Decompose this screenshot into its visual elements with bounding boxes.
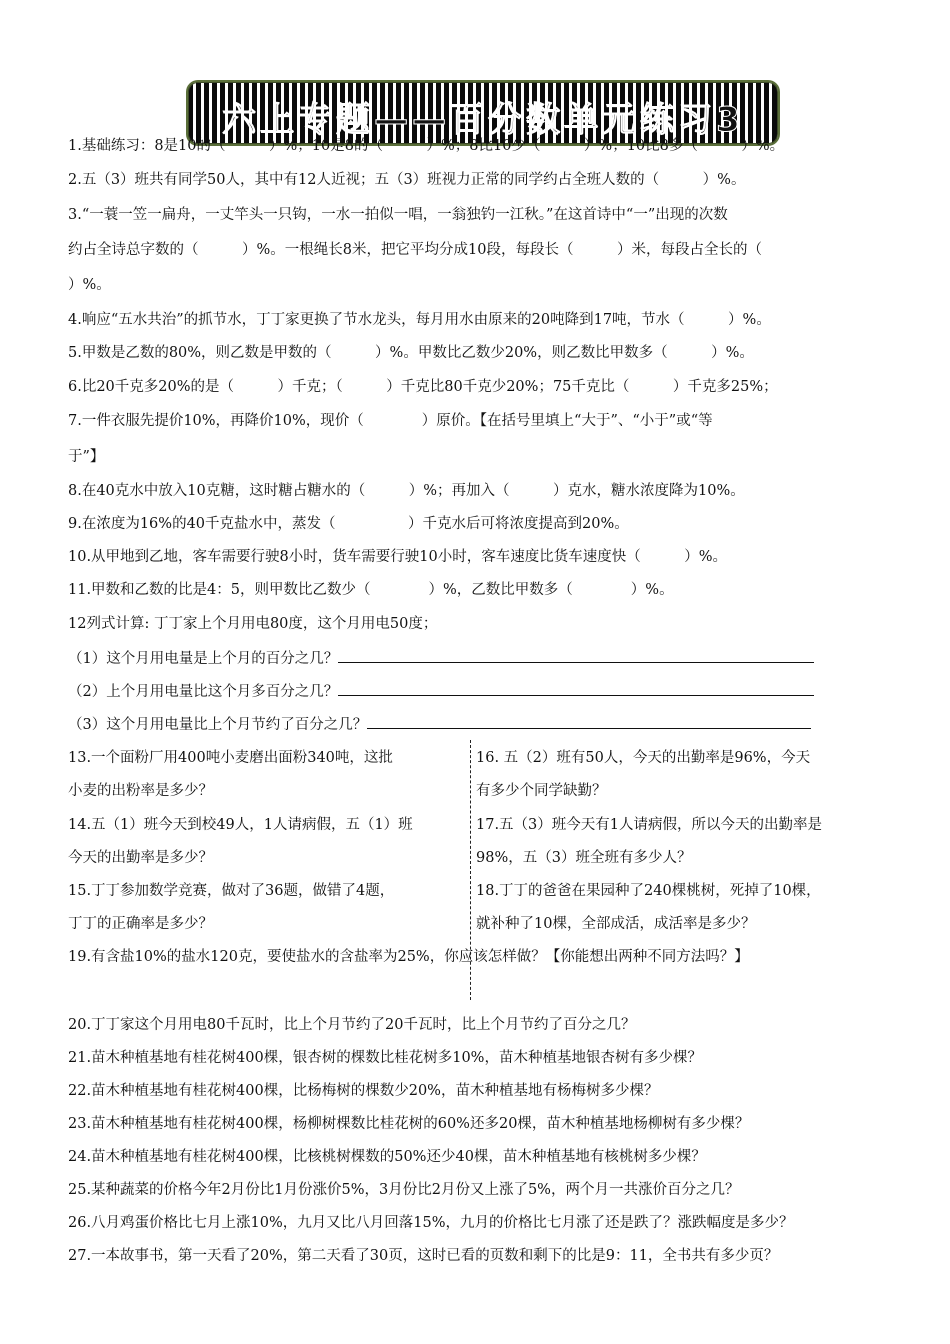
answer-line[interactable] [338,681,814,696]
question-12-part-2 [68,681,814,702]
question-7-line-2: 于”】 [68,449,105,465]
question-15-line-2: 丁丁的正确率是多少？ [68,916,213,932]
banner-title: 六上专题——百分数单元练习3 [222,100,744,140]
question-18-line-2: 就补种了10棵，全部成活，成活率是多少？ [476,916,756,932]
question-14-line-2: 今天的出勤率是多少？ [68,850,213,866]
question-13-line-2: 小麦的出粉率是多少？ [68,783,213,799]
question-17-line-1: 17.五（3）班今天有1人请病假，所以今天的出勤率是 [476,817,823,833]
answer-line[interactable] [338,648,814,663]
question-15-line-1: 15.丁丁参加数学竞赛，做对了36题，做错了4题， [68,883,395,899]
question-12-part-2-text: （2）上个月用电量比这个月多百分之几？ [68,684,339,700]
question-1: 1.基础练习：8是10的（ ）%；10是8的（ ）%；8比10少（ ）%；10比8多（ ）%。 [68,138,785,154]
question-12-part-1-text: （1）这个月用电量是上个月的百分之几？ [68,651,339,667]
question-2: 2.五（3）班共有同学50人，其中有12人近视；五（3）班视力正常的同学约占全班人数的（ ）%。 [68,172,746,188]
question-12: 12列式计算: 丁丁家上个月用电80度，这个月用电50度； [68,616,438,632]
answer-line[interactable] [367,714,811,729]
question-5: 5.甲数是乙数的80%，则乙数是甲数的（ ）%。甲数比乙数少20%，则乙数比甲数多（ ）%。 [68,345,754,361]
question-8: 8.在40克水中放入10克糖，这时糖占糖水的（ ）%；再加入（ ）克水，糖水浓度降为10%。 [68,483,745,499]
question-10: 10.从甲地到乙地，客车需要行驶8小时，货车需要行驶10小时，客车速度比货车速度快（ ）%。 [68,549,728,565]
question-12-part-1 [68,648,814,669]
question-16-line-2: 有多少个同学缺勤？ [476,783,607,799]
question-17-line-2: 98%，五（3）班全班有多少人？ [476,850,692,866]
question-25: 25.某种蔬菜的价格今年2月份比1月份涨价5%，3月份比2月份又上涨了5%，两个月一共涨价百分之几？ [68,1182,740,1198]
question-14-line-1: 14.五（1）班今天到校49人，1人请病假，五（1）班 [68,817,413,833]
question-23: 23.苗木种植基地有桂花树400棵，杨柳树棵数比桂花树的60%还多20棵，苗木种植基地杨柳树有多少棵？ [68,1116,750,1132]
question-24: 24.苗木种植基地有桂花树400棵，比核桃树棵数的50%还少40棵，苗木种植基地有核桃树多少棵？ [68,1149,706,1165]
question-11: 11.甲数和乙数的比是4：5，则甲数比乙数少（ ）%，乙数比甲数多（ ）%。 [68,582,674,598]
question-13-line-1: 13.一个面粉厂用400吨小麦磨出面粉340吨，这批 [68,750,393,766]
question-16-line-1: 16. 五（2）班有50人，今天的出勤率是96%，今天 [476,750,811,766]
question-7-line-1: 7.一件衣服先提价10%，再降价10%，现价（ ）原价。【在括号里填上“大于”、“小于”或“等 [68,413,713,429]
question-20: 20.丁丁家这个月用电80千瓦时，比上个月节约了20千瓦时，比上个月节约了百分之几？ [68,1017,636,1033]
question-6: 6.比20千克多20%的是（ ）千克；（ ）千克比80千克少20%；75千克比（ ）千克多25%； [68,379,778,395]
question-9: 9.在浓度为16%的40千克盐水中，蒸发（ ）千克水后可将浓度提高到20%。 [68,516,629,532]
question-3-line-3: ）%。 [68,277,111,293]
question-22: 22.苗木种植基地有桂花树400棵，比杨梅树的棵数少20%，苗木种植基地有杨梅树多少棵？ [68,1083,659,1099]
question-18-line-1: 18.丁丁的爸爸在果园种了240棵桃树，死掉了10棵， [476,883,821,899]
question-27: 27.一本故事书，第一天看了20%，第二天看了30页，这时已看的页数和剩下的比是9：11，全书共有多少页？ [68,1248,779,1264]
question-26: 26.八月鸡蛋价格比七月上涨10%，九月又比八月回落15%，九月的价格比七月涨了还是跌了？涨跌幅度是多少？ [68,1215,794,1231]
question-21: 21.苗木种植基地有桂花树400棵，银杏树的棵数比桂花树多10%，苗木种植基地银杏树有多少棵？ [68,1050,702,1066]
question-3-line-1: 3.“一蓑一笠一扁舟，一丈竿头一只钩，一水一拍似一唱，一翁独钓一江秋。”在这首诗中“一”出现的次数 [68,207,728,223]
question-12-part-3-text: （3）这个月用电量比上个月节约了百分之几？ [68,717,368,733]
question-4: 4.响应“五水共治”的抓节水，丁丁家更换了节水龙头，每月用水由原来的20吨降到17吨，节水（ ）%。 [68,312,771,328]
question-3-line-2: 约占全诗总字数的（ ）%。一根绳长8米，把它平均分成10段，每段长（ ）米，每段占全长的（ [68,242,762,258]
question-19: 19.有含盐10%的盐水120克，要使盐水的含盐率为25%，你应该怎样做？【你能想出两种不同方法吗？】 [68,949,749,965]
question-12-part-3 [68,714,811,735]
